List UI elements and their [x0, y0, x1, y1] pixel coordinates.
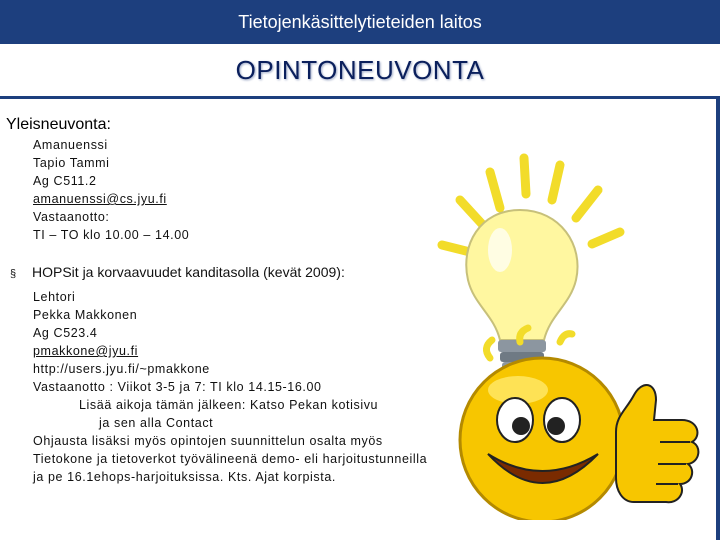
contact-room: Ag C511.2 [33, 174, 97, 188]
hops-demo-note: Tietokone ja tietoverkot työvälineenä demo- eli harjoitustunneilla [33, 452, 428, 466]
hops-guidance-note: Ohjausta lisäksi myös opintojen suunnittelun osalta myös [33, 434, 383, 448]
smiley-thumbs-up-icon [460, 328, 698, 520]
title-area [0, 44, 720, 99]
hops-email-link[interactable]: pmakkone@jyu.fi [33, 344, 139, 358]
general-advice-heading: Yleisneuvonta: [6, 116, 111, 133]
office-hours-label: Vastaanotto: [33, 210, 110, 224]
contact-name: Tapio Tammi [33, 156, 110, 170]
hops-contact [33, 288, 427, 486]
lightbulb-icon [442, 158, 620, 382]
hops-more-times: Lisää aikoja tämän jälkeen: Katso Pekan kotisivu [79, 398, 379, 412]
contact-email-link[interactable]: amanuenssi@cs.jyu.fi [33, 192, 167, 206]
general-advice-contact [33, 136, 189, 244]
department-title: Tietojenkäsittelytieteiden laitos [238, 11, 482, 32]
slide-title: OPINTONEUVONTA [235, 54, 485, 85]
hops-exercise-note: ja pe 16.1ehops-harjoituksissa. Kts. Ajat korpista. [33, 470, 336, 484]
contact-role: Amanuenssi [33, 138, 108, 152]
hops-homepage-link[interactable]: http://users.jyu.fi/~pmakkone [33, 362, 210, 376]
hops-room: Ag C523.4 [33, 326, 98, 340]
hops-contact-note: ja sen alla Contact [99, 416, 214, 430]
bullet-marker: § [10, 268, 17, 280]
header-bar [0, 0, 720, 44]
hops-name: Pekka Makkonen [33, 308, 138, 322]
hops-heading: HOPSit ja korvaavuudet kanditasolla (kevät 2009): [32, 264, 345, 280]
hops-office-hours: Vastaanotto : Viikot 3-5 ja 7: TI klo 14.15-16.00 [33, 380, 322, 394]
office-hours-value: TI – TO klo 10.00 – 14.00 [33, 228, 190, 242]
illustration [420, 120, 720, 525]
hops-role: Lehtori [33, 290, 76, 304]
hops-heading-row [10, 264, 345, 280]
